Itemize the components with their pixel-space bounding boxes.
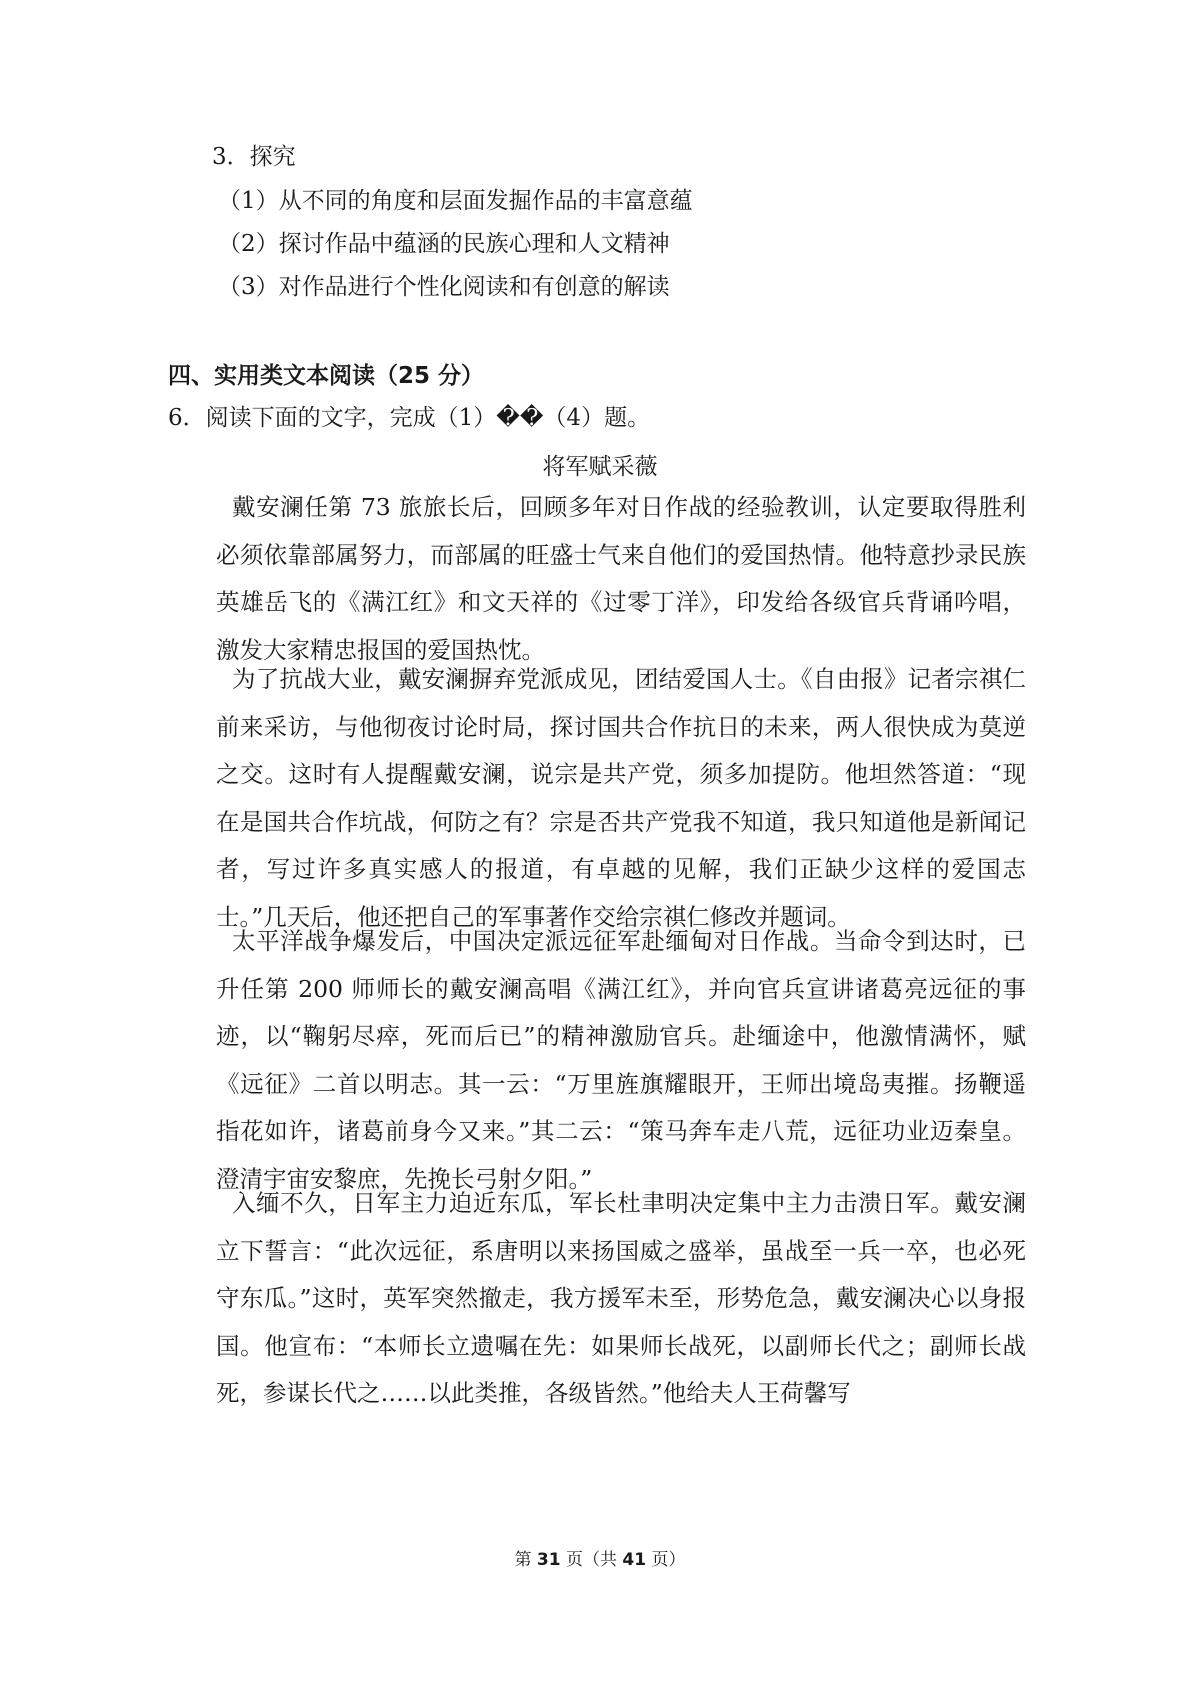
page-footer [0,1548,1200,1572]
footer-middle: 页（共 [560,1550,623,1570]
article-paragraph-4: 入缅不久，日军主力迫近东瓜，军长杜聿明决定集中主力击溃日军。戴安澜立下誓言：“此次远征，系唐明以来扬国威之盛举，虽战至一兵一卒，也必死守东瓜。”这时，英军突然撤走，我方援军未至，形势危急，戴安澜决心以身报国。他宣布：“本师长立遗嘱在先：如果师长战死，以副师长代之；副师长战死，参谋长代之……以此类推，各级皆然。”他给夫人王荷馨写 [216,1189,1026,1407]
article-paragraph-3: 太平洋战争爆发后，中国决定派远征军赴缅甸对日作战。当命令到达时，已升任第 200 师师长的戴安澜高唱《满江红》，并向官兵宣讲诸葛亮远征的事迹，以“鞠躬尽瘁，死而后已”的精神激励官兵。赴缅途中，他激情满怀，赋《远征》二首以明志。其一云：“万里旌旗耀眼开，王师出境岛夷摧。扬鞭遥指花如许，诸葛前身今又来。”其二云：“策马奔车走八荒，远征功业迈秦皇。澄清宇宙安黎庶，先挽长弓射夕阳。” [216,927,1026,1193]
total-page-count: 41 [622,1550,647,1570]
part-4-heading: 四、实用类文本阅读（25 分） [168,363,485,389]
section-3-heading: 3．探究 [212,144,296,170]
footer-suffix: 页） [646,1550,686,1570]
footer-prefix: 第 [514,1550,537,1570]
section-3-item-2: （2）探讨作品中蕴涵的民族心理和人文精神 [218,231,670,257]
article-paragraph-1: 戴安澜任第 73 旅旅长后，回顾多年对日作战的经验教训，认定要取得胜利必须依靠部属努力，而部属的旺盛士气来自他们的爱国热情。他特意抄录民族英雄岳飞的《满江红》和文天祥的《过零丁洋》，印发给各级官兵背诵吟唱，激发大家精忠报国的爱国热忱。 [216,493,1026,664]
current-page-number: 31 [536,1550,561,1570]
section-3-item-3: （3）对作品进行个性化阅读和有创意的解读 [218,274,670,300]
article-paragraph-2: 为了抗战大业，戴安澜摒弃党派成见，团结爱国人士。《自由报》记者宗祺仁前来采访，与他彻夜讨论时局，探讨国共合作抗日的未来，两人很快成为莫逆之交。这时有人提醒戴安澜，说宗是共产党，须多加提防。他坦然答道：“现在是国共合作坑战，何防之有？宗是否共产党我不知道，我只知道他是新闻记者，写过许多真实感人的报道，有卓越的见解，我们正缺少这样的爱国志士。”几天后，他还把自己的军事著作交给宗祺仁修改并题词。 [216,665,1026,931]
question-6-prompt: 6．阅读下面的文字，完成（1）��（4）题。 [168,405,651,431]
section-3-item-1: （1）从不同的角度和层面发掘作品的丰富意蕴 [218,188,693,214]
article-title: 将军赋采薇 [542,454,658,480]
